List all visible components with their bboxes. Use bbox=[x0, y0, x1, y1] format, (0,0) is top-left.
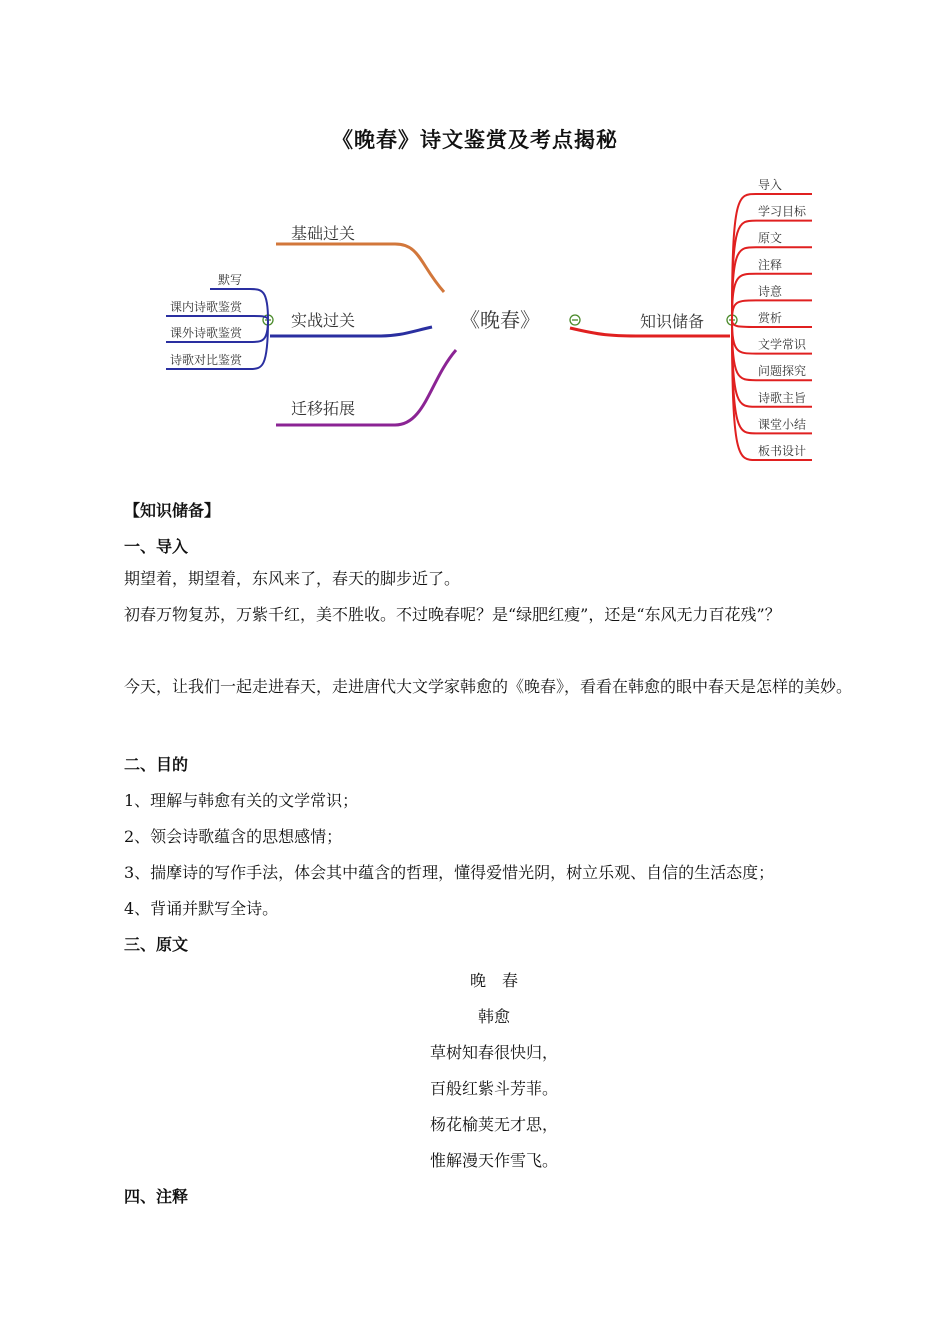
leaf-label: 默写 bbox=[217, 273, 242, 287]
intro-paragraph-3: 今天，让我们一起走进春天，走进唐代大文学家韩愈的《晚春》，看看在韩愈的眼中春天是怎样的美妙。 bbox=[124, 677, 853, 696]
heading-original-text: 三、原文 bbox=[124, 935, 189, 954]
branch-label-basics: 基础过关 bbox=[291, 224, 356, 243]
leaf-label: 课堂小结 bbox=[758, 417, 807, 432]
goal-item: 2、领会诗歌蕴含的思想感情； bbox=[124, 827, 343, 846]
leaf-label: 板书设计 bbox=[758, 444, 807, 458]
leaf-label: 课内诗歌鉴赏 bbox=[169, 300, 242, 314]
poem-line: 百般红紫斗芳菲。 bbox=[429, 1079, 558, 1098]
branch-line-basics bbox=[276, 244, 444, 292]
branch-label-practice: 实战过关 bbox=[291, 311, 356, 330]
mindmap-center: 《晚春》 bbox=[460, 308, 540, 332]
leaf-label: 赏析 bbox=[758, 311, 783, 325]
mind-map bbox=[0, 170, 950, 470]
branch-label-extension: 迁移拓展 bbox=[291, 399, 356, 418]
leaf-label: 课外诗歌鉴赏 bbox=[169, 326, 242, 340]
poem-line: 惟解漫天作雪飞。 bbox=[429, 1151, 558, 1170]
poem-line: 草树知春很快归， bbox=[429, 1043, 558, 1062]
heading-notes: 四、注释 bbox=[124, 1187, 189, 1206]
page-title: 《晚春》诗文鉴赏及考点揭秘 bbox=[332, 128, 618, 152]
leaf-label: 问题探究 bbox=[758, 364, 807, 379]
goal-item: 4、背诵并默写全诗。 bbox=[124, 899, 279, 918]
section-knowledge: 【知识储备】 bbox=[124, 501, 221, 520]
leaf-label: 诗歌对比鉴赏 bbox=[169, 353, 242, 367]
intro-paragraph-2: 初春万物复苏，万紫千红，美不胜收。不过晚春呢？是“绿肥红瘦”，还是“东风无力百花残”？ bbox=[124, 605, 781, 624]
goal-item: 1、理解与韩愈有关的文学常识； bbox=[124, 791, 359, 810]
leaf-line bbox=[166, 316, 268, 320]
leaf-label: 导入 bbox=[758, 178, 783, 192]
heading-goals: 二、目的 bbox=[124, 755, 189, 774]
branch-label-knowledge: 知识储备 bbox=[640, 312, 705, 331]
leaf-label: 诗歌主旨 bbox=[758, 390, 807, 405]
leaf-label: 原文 bbox=[758, 231, 783, 246]
goal-item: 3、揣摩诗的写作手法，体会其中蕴含的哲理，懂得爱惜光阴，树立乐观、自信的生活态度； bbox=[124, 863, 775, 882]
poem-title: 晚 春 bbox=[469, 971, 518, 990]
poem-line: 杨花榆荚无才思， bbox=[429, 1115, 558, 1134]
leaf-label: 注释 bbox=[758, 257, 783, 272]
leaf-label: 学习目标 bbox=[758, 204, 807, 219]
knowledge-children bbox=[732, 178, 812, 460]
intro-paragraph-1: 期望着，期望着，东风来了，春天的脚步近了。 bbox=[124, 569, 461, 588]
leaf-label: 诗意 bbox=[758, 284, 783, 299]
poem-author: 韩愈 bbox=[477, 1007, 510, 1026]
leaf-label: 文学常识 bbox=[758, 337, 807, 352]
heading-intro: 一、导入 bbox=[124, 537, 189, 556]
